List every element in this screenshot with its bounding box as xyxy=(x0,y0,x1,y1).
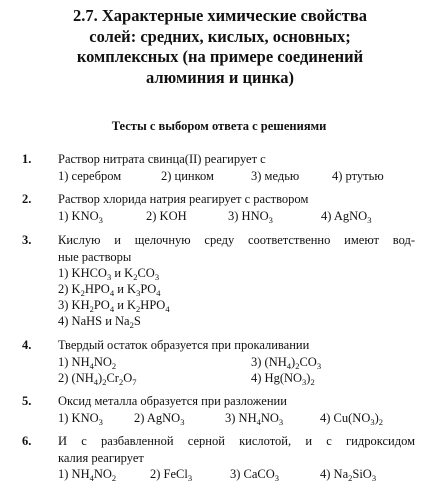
answer-options xyxy=(58,410,418,427)
question-number: 2. xyxy=(22,192,32,206)
subsection-title: Тесты с выбором ответа с решениями xyxy=(111,119,327,133)
answer-option: 4) $Na_2SiO_3$ xyxy=(320,467,377,483)
question-number: 6. xyxy=(22,434,32,448)
section-title xyxy=(20,6,420,88)
answer-option: 3) $HNO_3$ xyxy=(228,208,273,225)
question-text: Кислую и щелочную среду соответственно имеют вод- xyxy=(58,233,415,247)
answer-option: 1) $KNO_3$ xyxy=(58,410,103,427)
answer-option: 1) серебром xyxy=(58,168,122,183)
answer-option: 1) $KHCO_3$ и $K_2CO_3$ xyxy=(58,266,160,282)
question-number: 3. xyxy=(22,233,32,247)
section-title-line: 2.7. Характерные химические свойства xyxy=(72,6,367,25)
answer-option: 2) KOH xyxy=(146,208,187,223)
answer-options-row xyxy=(58,354,418,371)
question-text: И с разбавленной серной кислотой, и с гидроксидом xyxy=(58,434,415,448)
answer-option: 4) NaHS и $Na_2S$ xyxy=(58,314,141,330)
answer-option: 2) цинком xyxy=(161,168,214,183)
answer-options-row xyxy=(58,370,418,387)
question-body xyxy=(58,393,418,426)
question-body xyxy=(58,151,418,184)
answer-option: 1) $KNO_3$ xyxy=(58,208,103,225)
answer-option: 2) AgNO$_3$ xyxy=(134,410,185,427)
question-number: 4. xyxy=(22,338,32,352)
question-text: Раствор хлорида натрия реагирует с раствором xyxy=(58,192,309,206)
answer-option: 3) $(NH_4)_2CO_3$ xyxy=(251,354,322,371)
answer-option: 4) ртутью xyxy=(332,168,384,183)
question-text: Оксид металла образуется при разложении xyxy=(58,394,287,408)
question-text: Раствор нитрата свинца(II) реагирует с xyxy=(58,152,266,166)
question-number: 1. xyxy=(22,152,32,166)
answer-option: 2) FeCl$_3$ xyxy=(150,467,193,483)
answer-option: 1) $NH_4NO_2$ xyxy=(58,354,117,371)
question-text: ные растворы xyxy=(58,249,132,264)
answer-option: 3) CaCO$_3$ xyxy=(230,467,280,483)
answer-option: 3) $NH_4NO_3$ xyxy=(225,410,284,427)
question-body xyxy=(58,337,418,387)
answer-options xyxy=(58,168,418,185)
answer-option: 3) $KH_2PO_4$ и $K_2HPO_4$ xyxy=(58,298,170,314)
question-body xyxy=(58,433,418,483)
answer-options xyxy=(58,208,418,225)
question-body xyxy=(58,232,418,329)
answer-option: 1) $NH_4NO_2$ xyxy=(58,467,117,483)
answer-option: 2) $K_2HPO_4$ и $K_3PO_4$ xyxy=(58,282,161,298)
answer-option: 3) медью xyxy=(251,168,300,183)
answer-option: 4) $Cu(NO_3)_2$ xyxy=(320,410,384,427)
answer-option: 4) $Hg(NO_3)_2$ xyxy=(251,371,315,387)
answer-option: 4) AgNO$_3$ xyxy=(321,208,372,225)
answer-option: 2) $(NH_4)_2Cr_2O_7$ xyxy=(58,371,137,387)
question-text: Твердый остаток образуется при прокаливании xyxy=(58,338,310,352)
section-title-line: алюминия и цинка) xyxy=(145,67,294,87)
section-title-line: солей: средних, кислых, основных; xyxy=(89,26,351,46)
question-body xyxy=(58,191,418,224)
section-title-line: комплексных (на примере соединений xyxy=(76,47,364,66)
question-number: 5. xyxy=(22,394,32,408)
question-text: калия реагирует xyxy=(58,450,144,465)
answer-options xyxy=(58,466,418,483)
